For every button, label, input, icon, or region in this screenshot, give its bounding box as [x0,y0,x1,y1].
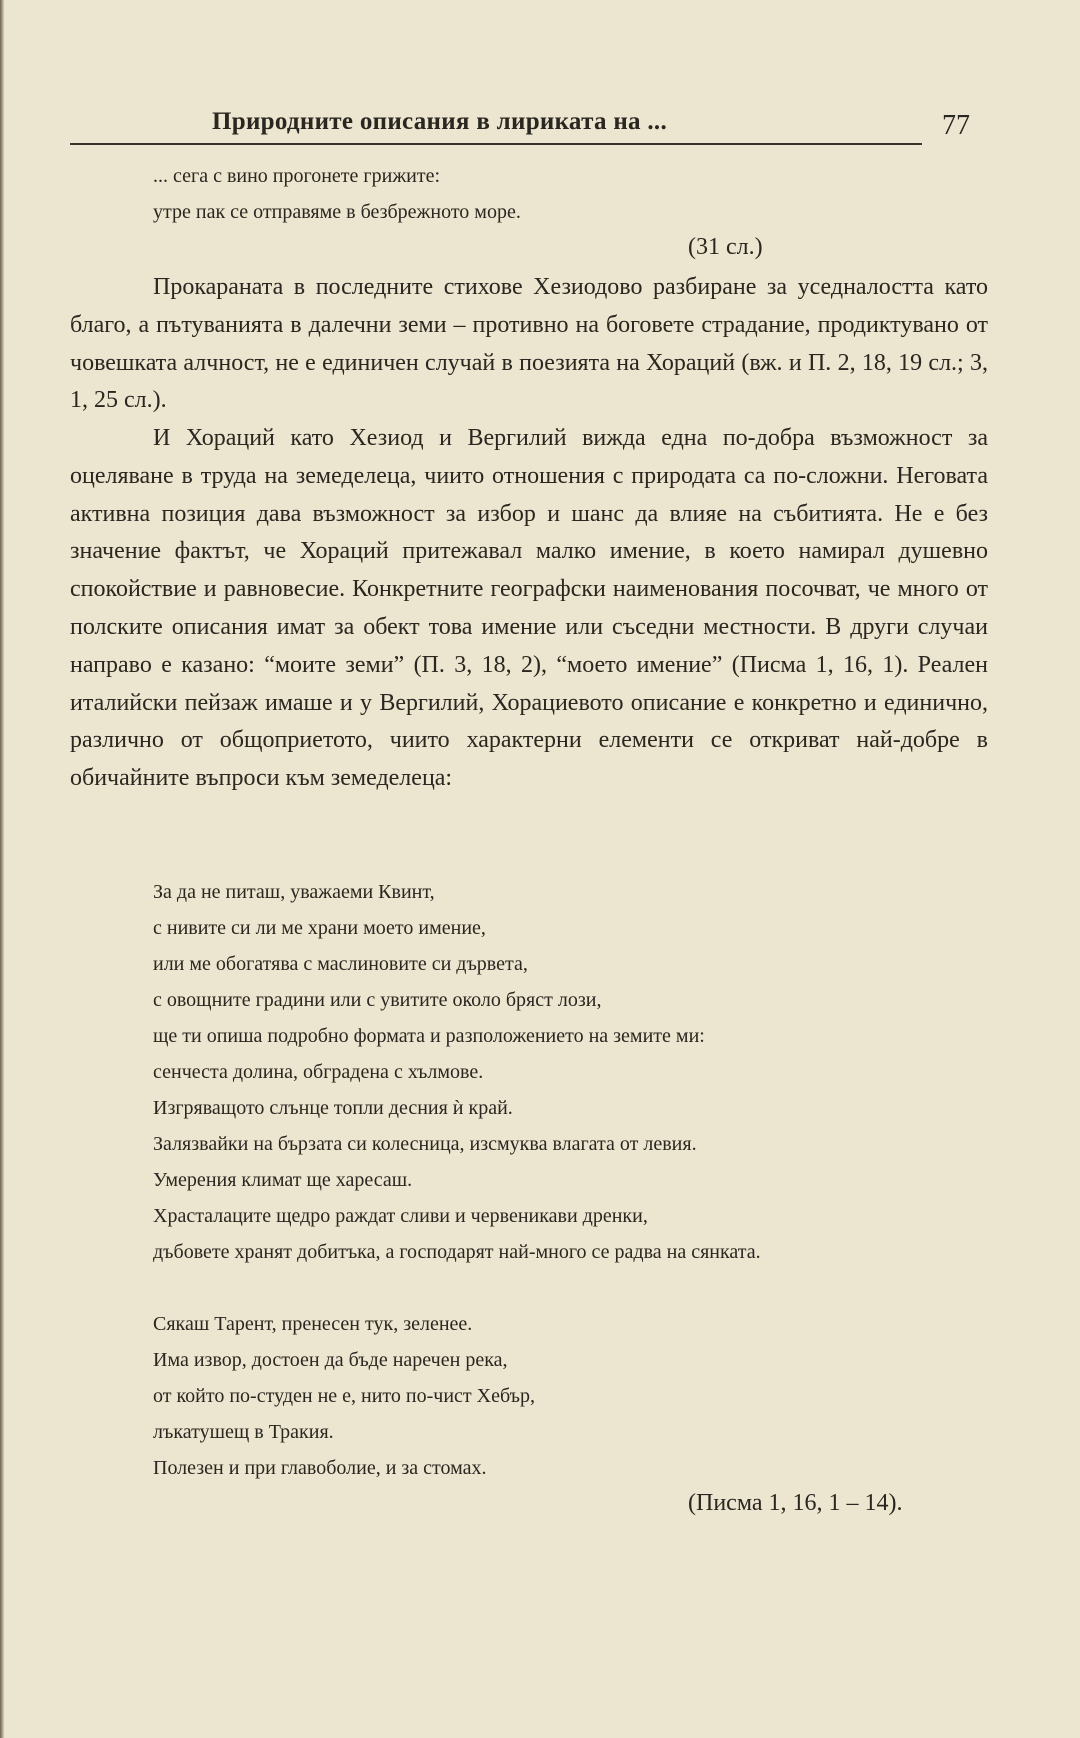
verse-line: Залязвайки на бързата си колесница, изсмуква влагата от левия. [153,1133,697,1155]
verse-line: ще ти опиша подробно формата и разположението на земите ми: [153,1025,705,1047]
running-header [70,108,970,144]
verse-line: Умерения климат ще харесаш. [153,1169,413,1191]
citation: (31 сл.) [688,234,763,260]
verse-line: Има извор, достоен да бъде наречен река, [153,1349,508,1371]
page-number: 77 [942,110,970,141]
verse-line: За да не питаш, уважаеми Квинт, [153,881,435,903]
paragraph: Прокараната в последните стихове Хезиодово разбиране за уседналостта като благо, а пътуванията в далечни земи – противно на боговете страдание, продиктувано от човешката алчност, не е единичен случай в поезията на Хораций (вж. и П. 2, 18, 19 сл.; 3, 1, 25 сл.). [70,274,988,414]
verse-line: Изгряващото слънце топли десния ѝ край. [153,1097,513,1119]
verse-line: дъбовете хранят добитъка, а господарят най-много се радва на сянката. [153,1241,761,1263]
verse-line: лъкатушещ в Тракия. [153,1421,334,1443]
verse-line: с овощните градини или с увитите около бряст лози, [153,989,602,1011]
verse-line: с нивите си ли ме храни моето имение, [153,917,486,939]
running-header-title: Природните описания в лириката на ... [212,108,668,135]
page-spine-edge [0,0,4,1738]
citation: (Писма 1, 16, 1 – 14). [688,1490,903,1516]
verse-line: Храсталаците щедро раждат сливи и червеникави дренки, [153,1205,648,1227]
verse-line: от който по-студен не е, нито по-чист Хебър, [153,1385,535,1407]
verse-line: сенчеста долина, обградена с хълмове. [153,1061,484,1083]
verse-line: Сякаш Тарент, пренесен тук, зеленее. [153,1313,473,1335]
verse-line: ... сега с вино прогонете грижите: [153,165,441,187]
verse-line: или ме обогатява с маслиновите си дървета, [153,953,528,975]
verse-line: Полезен и при главоболие, и за стомах. [153,1457,487,1479]
verse-line: утре пак се отправяме в безбрежното море. [153,201,521,223]
paragraph: И Хораций като Хезиод и Вергилий вижда една по-добра възможност за оцеляване в труда на земеделеца, чиито отношения с природата са по-сложни. Неговата активна позиция дава възможност за избор и шанс да влияе на събитията. Не е без значение фактът, че Хораций притежавал малко имение, в което намирал душевно спокойствие и равновесие. Конкретните географски наименования посочват, че много от полските описания имат за обект това имение или съседни местности. В други случаи направо е казано: “моите земи” (П. 3, 18, 2), “моето имение” (Писма 1, 16, 1). Реален италийски пейзаж имаше и у Вергилий, Хорациевото описание е конкретно и единично, различно от общоприетото, чиито характерни елементи се откриват най-добре в обичайните въпроси към земеделеца: [70,425,988,792]
header-rule [70,143,922,145]
